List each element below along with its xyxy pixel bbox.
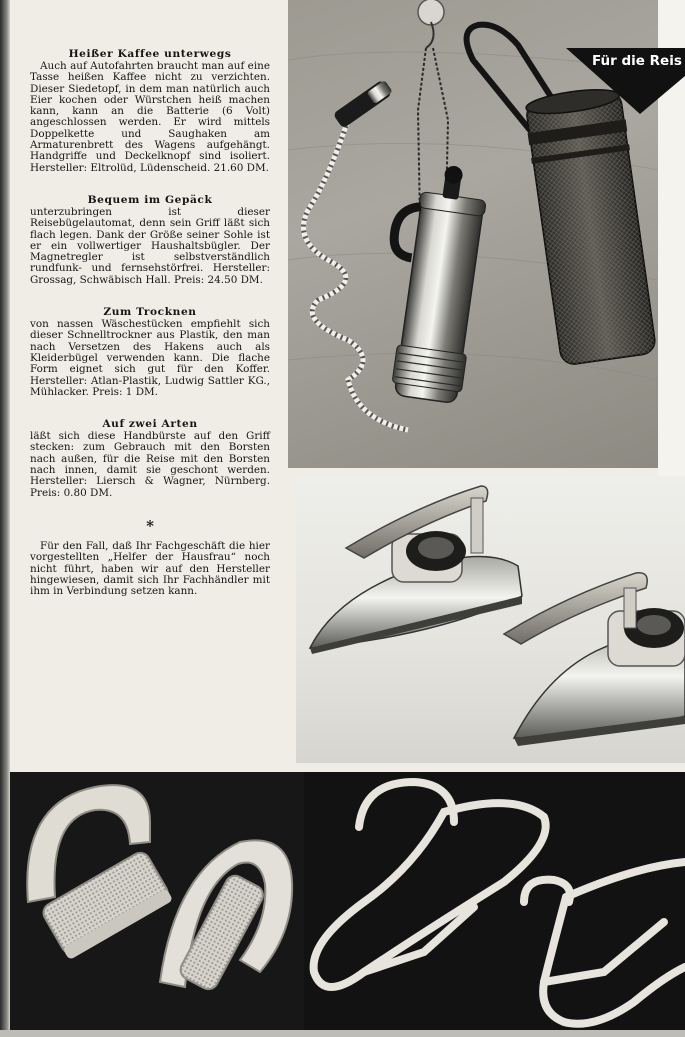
- article-title: Auf zwei Arten: [102, 418, 198, 431]
- page-binding-edge: [0, 0, 10, 1037]
- article-body: von nassen Wäschestücken empfiehlt sich dieser Schnelltrockner aus Plastik, den man nach Versetzen des Hakens auch als Kleiderbügel verwenden kann. Die flache Form eignet sich gut für den Koffer. Hersteller: Atlan-Plastik, Ludwig Sattler KG., Mühlacker. Preis: 1 DM.: [30, 318, 270, 398]
- photo-drying-hangers: [304, 772, 685, 1030]
- article-coffee: [30, 48, 270, 174]
- section-separator: *: [146, 516, 154, 535]
- page-bottom-edge: [0, 1030, 685, 1037]
- banner-label: Für die Reis: [592, 53, 682, 69]
- photo-hand-brushes: [10, 772, 304, 1030]
- text-column: [30, 48, 270, 617]
- article-title: Bequem im Gepäck: [87, 193, 213, 206]
- article-iron: [30, 194, 270, 286]
- article-body: Auch auf Autofahrten braucht man auf eine Tasse heißen Kaffee nicht zu verzichten. Dieser Siedetopf, in dem man natürlich auch Eier kochen oder Würstchen heiß machen kann, kann an die Batterie (6 Volt) angeschlossen werden. Er wird mittels Doppelkette und Saughaken am Armaturenbrett des Wagens aufgehängt. Handgriffe und Deckelknopf sind isoliert. Hersteller: Eltrolüd, Lüdenscheid. 21.60 DM.: [30, 60, 270, 174]
- article-title: Zum Trocknen: [103, 306, 197, 319]
- article-title: Heißer Kaffee unterwegs: [68, 48, 232, 60]
- article-body: läßt sich diese Handbürste auf den Griff stecken: zum Gebrauch mit den Borsten nach außen, für die Reise mit den Borsten nach innen, damit sie geschont werden. Hersteller: Liersch & Wagner, Nürnberg. Preis: 0.80 DM.: [30, 430, 270, 499]
- closing-text: Für den Fall, daß Ihr Fachgeschäft die hier vorgestellten „Helfer der Hausfrau“ noch nicht führt, haben wir auf den Hersteller hingewiesen, damit sich Ihr Fachhändler mit ihm in Verbindung setzen kann.: [30, 539, 270, 598]
- closing-note: [30, 541, 270, 597]
- article-dryer: [30, 306, 270, 398]
- photo-travel-irons: [296, 476, 685, 763]
- article-brush: [30, 418, 270, 499]
- article-body: unterzubringen ist dieser Reisebügelautomat, denn sein Griff läßt sich flach legen. Dank der Größe seiner Sohle ist er ein vollwertiger Haushaltsbügler. Der Magnetregler ist selbstverständlich rundfunk- und fernsehstörfrei. Hersteller: Grossag, Schwäbisch Hall. Preis: 24.50 DM.: [30, 205, 270, 286]
